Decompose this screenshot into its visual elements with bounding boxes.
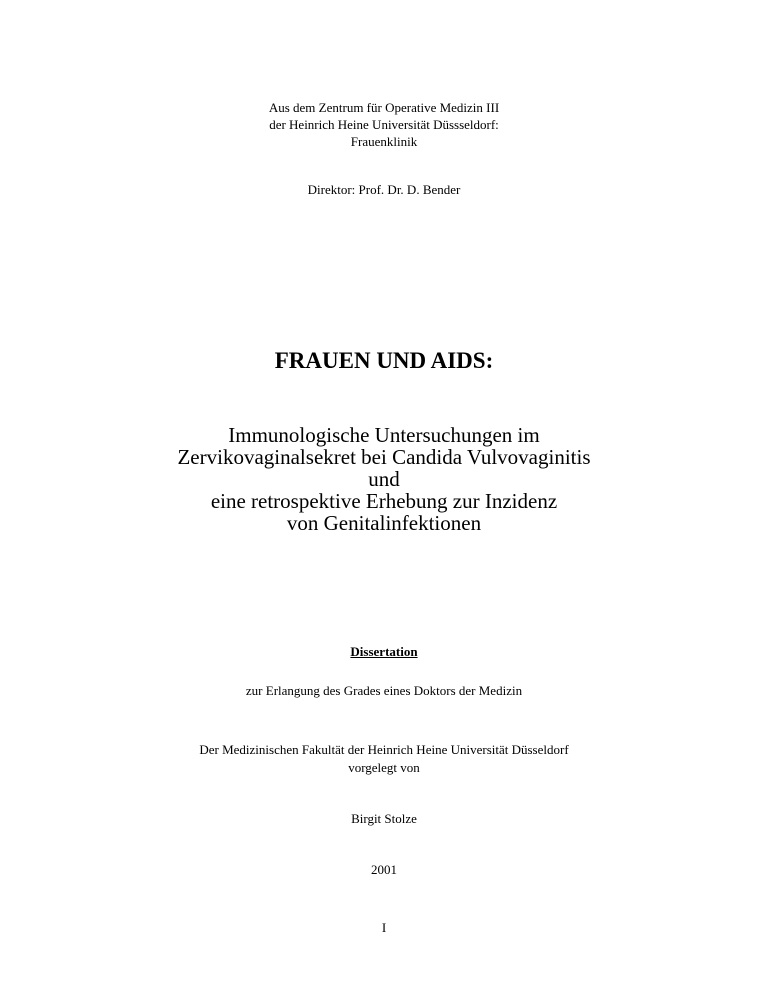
institution-line-3: Frauenklinik	[350, 134, 418, 149]
subtitle-line-4: eine retrospektive Erhebung zur Inzidenz	[210, 489, 558, 513]
subtitle-line-5: von Genitalinfektionen	[286, 511, 482, 535]
year: 2001	[371, 862, 397, 877]
director-line: Direktor: Prof. Dr. D. Bender	[307, 182, 461, 197]
institution-line-2: der Heinrich Heine Universität Düssseldorf:	[269, 117, 499, 132]
document-title: FRAUEN UND AIDS:	[274, 348, 494, 373]
subtitle-line-1: Immunologische Untersuchungen im	[228, 423, 540, 447]
purpose-line: zur Erlangung des Grades eines Doktors der Medizin	[245, 683, 523, 698]
dissertation-label: Dissertation	[350, 644, 418, 659]
institution-line-1: Aus dem Zentrum für Operative Medizin III	[268, 100, 500, 115]
faculty-line-2: vorgelegt von	[348, 760, 420, 775]
subtitle-line-3: und	[368, 467, 400, 491]
subtitle-line-2: Zervikovaginalsekret bei Candida Vulvovaginitis	[177, 445, 591, 469]
faculty-line-1: Der Medizinischen Fakultät der Heinrich Heine Universität Düsseldorf	[199, 742, 569, 757]
page-number: I	[381, 920, 387, 935]
author-name: Birgit Stolze	[351, 811, 417, 826]
